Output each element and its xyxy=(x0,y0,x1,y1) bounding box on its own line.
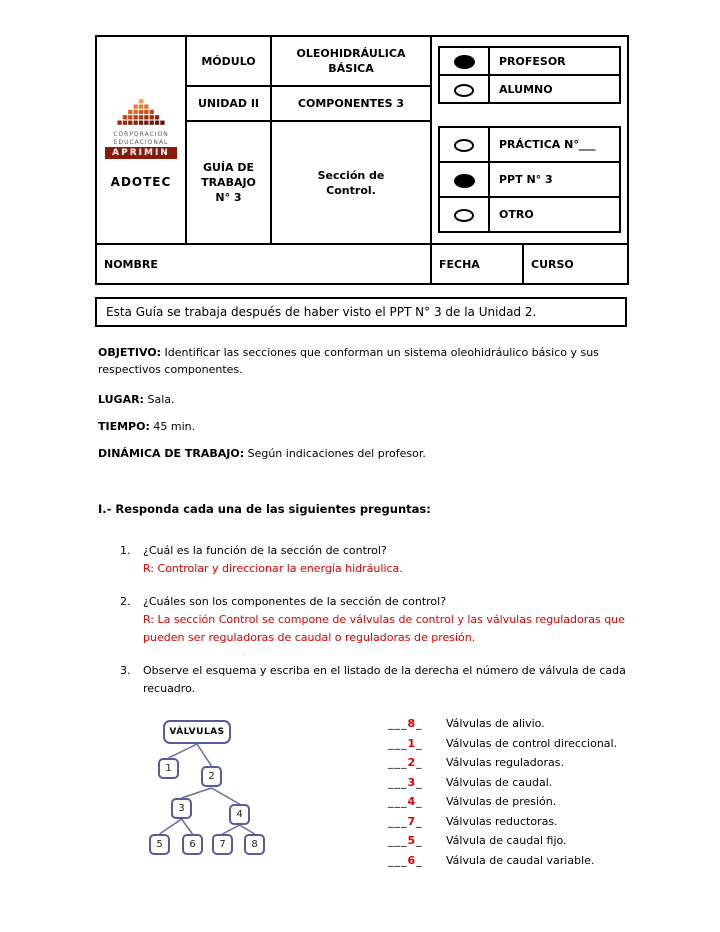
logo-brand: APRIMIN xyxy=(105,147,177,159)
alumno-radio-icon xyxy=(454,84,474,97)
question-number: 1. xyxy=(120,544,131,557)
logo-org-line2: EDUCACIONAL xyxy=(113,139,169,146)
doctype-table xyxy=(438,126,621,233)
diagram-and-list xyxy=(98,714,643,874)
valve-blank: _ xyxy=(416,775,423,789)
valve-blank: _ xyxy=(416,717,423,730)
valve-row xyxy=(388,851,617,871)
question-text: Observe el esquema y escriba en el listado de la derecha el número de válvula de cada recuadro. xyxy=(143,664,626,695)
valve-number: 1 xyxy=(407,736,417,750)
diagram-node-4: 4 xyxy=(229,804,250,825)
module-value-cell: OLEOHIDRÁULICA BÁSICA xyxy=(271,36,431,86)
otro-radio-icon xyxy=(454,209,474,222)
diagram-root-node: VÁLVULAS xyxy=(163,720,231,744)
valve-number: 7 xyxy=(407,814,417,828)
objective-paragraph xyxy=(98,344,643,378)
notice-box xyxy=(95,297,627,327)
valve-blank: ___ xyxy=(388,795,408,808)
unit-label-cell: UNIDAD II xyxy=(186,86,271,121)
profesor-label: PROFESOR xyxy=(489,47,620,75)
otro-label: OTRO xyxy=(489,197,620,232)
section-title: I.- Responda cada una de las siguientes preguntas: xyxy=(98,502,431,516)
curso-field: CURSO xyxy=(523,244,628,284)
valve-number: 3 xyxy=(407,775,417,789)
dynamic-paragraph xyxy=(98,445,643,462)
aprimin-logo-icon xyxy=(111,99,171,126)
valve-blank: ___ xyxy=(388,853,408,867)
diagram-node-6: 6 xyxy=(182,834,203,855)
valve-blank: ___ xyxy=(388,814,408,828)
logo-org-line1: CORPORACION xyxy=(113,131,169,138)
valve-number: 5 xyxy=(407,834,417,847)
valve-label: Válvula de caudal fijo. xyxy=(446,834,567,847)
valve-label: Válvulas de control direccional. xyxy=(446,736,618,750)
role-row-alumno xyxy=(439,75,620,103)
doctype-row-otro xyxy=(439,197,620,232)
unit-value-cell: COMPONENTES 3 xyxy=(271,86,431,121)
valve-tree-diagram xyxy=(143,714,293,874)
module-label-cell: MÓDULO xyxy=(186,36,271,86)
valve-label: Válvula de caudal variable. xyxy=(446,853,595,867)
question-number: 2. xyxy=(120,595,131,608)
place-text: Sala. xyxy=(143,393,175,406)
time-text: 45 min. xyxy=(149,420,196,433)
practica-label: PRÁCTICA N°___ xyxy=(489,127,620,162)
valve-blank: _ xyxy=(416,814,423,828)
valve-blank: _ xyxy=(416,736,423,750)
valve-row xyxy=(388,714,617,734)
nombre-field: NOMBRE xyxy=(96,244,431,284)
valve-number: 8 xyxy=(407,717,417,730)
place-label: LUGAR: xyxy=(98,393,144,406)
diagram-node-8: 8 xyxy=(244,834,265,855)
valve-blank: _ xyxy=(416,756,423,769)
valve-blank: _ xyxy=(416,853,423,867)
valve-blank: _ xyxy=(416,795,423,808)
doctype-row-practica xyxy=(439,127,620,162)
valve-label: Válvulas reductoras. xyxy=(446,814,558,828)
diagram-node-7: 7 xyxy=(212,834,233,855)
valve-answer-list xyxy=(388,714,617,874)
time-paragraph xyxy=(98,418,643,435)
dynamic-label: DINÁMICA DE TRABAJO: xyxy=(98,447,245,460)
objective-label: OBJETIVO: xyxy=(98,346,162,359)
role-row-profesor xyxy=(439,47,620,75)
question-item-1 xyxy=(98,542,643,578)
valve-blank: ___ xyxy=(388,834,408,847)
valve-label: Válvulas de presión. xyxy=(446,795,557,808)
valve-row xyxy=(388,831,617,851)
doctype-row-ppt xyxy=(439,162,620,197)
valve-label: Válvulas de caudal. xyxy=(446,775,553,789)
question-item-3 xyxy=(98,662,643,698)
diagram-node-5: 5 xyxy=(149,834,170,855)
place-paragraph xyxy=(98,391,643,408)
valve-blank: ___ xyxy=(388,717,408,730)
valve-blank: ___ xyxy=(388,775,408,789)
valve-row xyxy=(388,812,617,832)
guide-label-cell: GUÍA DE TRABAJO N° 3 xyxy=(186,121,271,244)
valve-row xyxy=(388,773,617,793)
notice-text: Esta Guía se trabaja después de haber visto el PPT N° 3 de la Unidad 2. xyxy=(106,305,537,319)
checkmark-panel xyxy=(431,36,628,244)
guide-value-cell: Sección de Control. xyxy=(271,121,431,244)
worksheet-body xyxy=(98,344,643,874)
valve-blank: ___ xyxy=(388,756,408,769)
valve-label: Válvulas reguladoras. xyxy=(446,756,564,769)
question-text: ¿Cuál es la función de la sección de control? xyxy=(143,544,387,557)
valve-row xyxy=(388,734,617,754)
diagram-node-2: 2 xyxy=(201,766,222,787)
logo-cell xyxy=(96,36,186,244)
fecha-field: FECHA xyxy=(431,244,523,284)
valve-number: 4 xyxy=(407,795,417,808)
profesor-radio-icon xyxy=(454,55,475,69)
valve-row xyxy=(388,753,617,773)
diagram-node-3: 3 xyxy=(171,798,192,819)
diagram-node-1: 1 xyxy=(158,758,179,779)
valve-label: Válvulas de alivio. xyxy=(446,717,545,730)
question-item-2 xyxy=(98,593,643,647)
header-table xyxy=(95,35,629,285)
question-text: ¿Cuáles son los componentes de la sección de control? xyxy=(143,595,447,608)
ppt-label: PPT N° 3 xyxy=(489,162,620,197)
valve-number: 2 xyxy=(407,756,417,769)
question-number: 3. xyxy=(120,664,131,677)
answer-text: R: Controlar y direccionar la energía hidráulica. xyxy=(143,562,403,575)
roles-table xyxy=(438,46,621,104)
objective-text: Identificar las secciones que conforman un sistema oleohidráulico básico y sus respectivos componentes. xyxy=(98,346,599,376)
institution-label: ADOTEC xyxy=(110,175,172,189)
valve-blank: ___ xyxy=(388,736,408,750)
dynamic-text: Según indicaciones del profesor. xyxy=(244,447,426,460)
valve-row xyxy=(388,792,617,812)
valve-number: 6 xyxy=(407,853,417,867)
alumno-label: ALUMNO xyxy=(489,75,620,103)
ppt-radio-icon xyxy=(454,174,475,188)
answer-text: R: La sección Control se compone de válvulas de control y las válvulas reguladoras que pueden ser reguladoras de caudal o reguladoras de presión. xyxy=(143,613,625,644)
valve-blank: _ xyxy=(416,834,423,847)
practica-radio-icon xyxy=(454,139,474,152)
time-label: TIEMPO: xyxy=(98,420,150,433)
